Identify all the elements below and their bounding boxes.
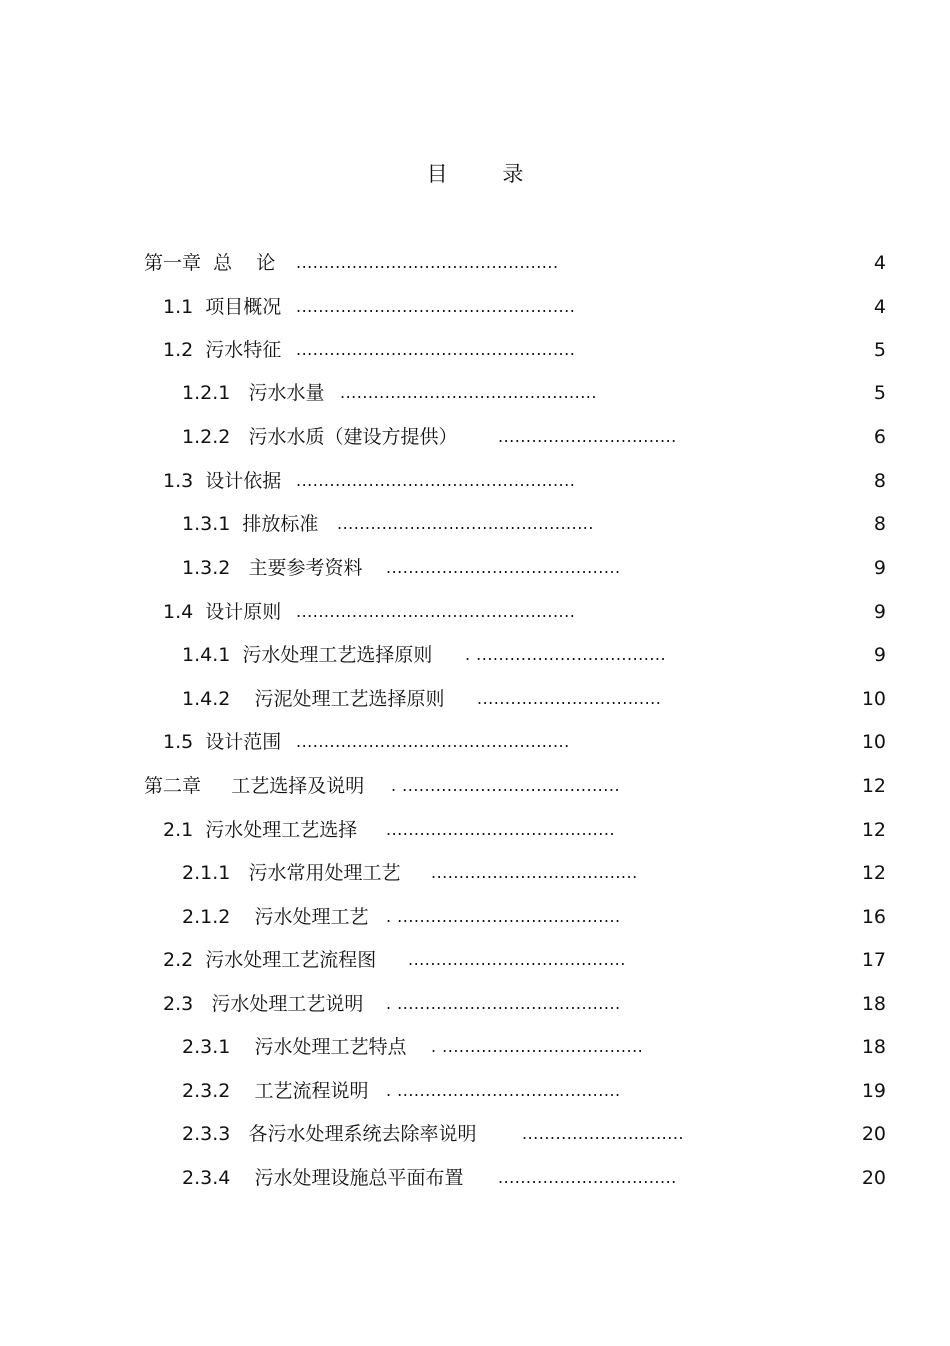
toc-entry-title: 1.3.2 主要参考资料	[182, 557, 363, 579]
toc-entry-page-number: 18	[861, 1036, 886, 1058]
toc-entry[interactable]	[163, 466, 886, 496]
toc-entry-leader: ................................	[498, 1168, 677, 1187]
toc-entry-title: 第一章 总 论	[144, 252, 276, 274]
toc-entry-page-number: 4	[873, 296, 886, 318]
toc-entry-leader: ..................................................	[296, 297, 576, 316]
toc-entry-title: 1.2 污水特征	[163, 339, 282, 361]
toc-entry-title: 2.3.2 工艺流程说明	[182, 1080, 369, 1102]
toc-entry-page-number: 16	[861, 906, 886, 928]
toc-entry-leader: . ........................................	[386, 994, 621, 1013]
toc-entry-title: 第二章 工艺选择及说明	[144, 775, 365, 797]
toc-entry-leader: . ........................................	[386, 907, 621, 926]
toc-entry-leader: ..........................................	[386, 558, 621, 577]
toc-entry-title: 2.3.3 各污水处理系统去除率说明	[182, 1123, 477, 1145]
toc-entry[interactable]	[182, 1032, 886, 1062]
toc-entry-leader: . ........................................	[386, 1081, 621, 1100]
toc-entry[interactable]	[182, 553, 886, 583]
toc-entry[interactable]	[163, 727, 886, 757]
toc-entry-page-number: 19	[861, 1080, 886, 1102]
toc-entry[interactable]	[182, 378, 886, 408]
toc-entry-page-number: 5	[873, 339, 886, 361]
toc-entry[interactable]	[182, 902, 886, 932]
toc-entry[interactable]	[182, 1076, 886, 1106]
toc-entry[interactable]	[163, 815, 886, 845]
toc-entry-leader: ................................	[498, 427, 677, 446]
toc-entry-page-number: 12	[861, 775, 886, 797]
toc-entry-leader: ..................................................	[296, 340, 576, 359]
toc-entry-page-number: 10	[861, 688, 886, 710]
toc-entry-title: 1.2.2 污水水质（建设方提供）	[182, 426, 458, 448]
toc-entry[interactable]	[163, 292, 886, 322]
toc-entry-title: 1.5 设计范围	[163, 731, 282, 753]
toc-entry[interactable]	[182, 640, 886, 670]
toc-entry-leader: .......................................	[408, 950, 626, 969]
toc-entry-page-number: 8	[873, 513, 886, 535]
toc-entry-leader: .............................	[522, 1124, 684, 1143]
toc-entry-page-number: 8	[873, 470, 886, 492]
toc-entry-title: 1.3.1 排放标准	[182, 513, 319, 535]
toc-entry-title: 2.3 污水处理工艺说明	[163, 993, 364, 1015]
toc-entry-title: 1.4.2 污泥处理工艺选择原则	[182, 688, 445, 710]
toc-entry-title: 1.2.1 污水水量	[182, 382, 325, 404]
toc-entry-leader: . ..................................	[465, 645, 667, 664]
toc-entry-leader: .........................................	[386, 820, 616, 839]
toc-entry-page-number: 20	[861, 1123, 886, 1145]
toc-entry-title: 2.2 污水处理工艺流程图	[163, 949, 377, 971]
toc-entry[interactable]	[144, 248, 886, 278]
toc-entry[interactable]	[182, 422, 886, 452]
toc-entry-page-number: 10	[861, 731, 886, 753]
toc-entry-title: 2.1.1 污水常用处理工艺	[182, 862, 401, 884]
toc-entry-page-number: 9	[873, 557, 886, 579]
toc-entry-leader: ..................................................	[296, 602, 576, 621]
toc-entry-title: 2.1 污水处理工艺选择	[163, 819, 358, 841]
toc-title: 目 录	[426, 162, 548, 186]
toc-entry-title: 1.3 设计依据	[163, 470, 282, 492]
toc-entry-page-number: 4	[873, 252, 886, 274]
toc-entry[interactable]	[182, 684, 886, 714]
toc-entry-title: 1.1 项目概况	[163, 296, 282, 318]
toc-entry-leader: .................................................	[296, 732, 570, 751]
toc-entry[interactable]	[163, 989, 886, 1019]
toc-entry[interactable]	[163, 945, 886, 975]
toc-entry[interactable]	[182, 1163, 886, 1193]
toc-entry-title: 2.3.4 污水处理设施总平面布置	[182, 1167, 464, 1189]
toc-entry-page-number: 12	[861, 862, 886, 884]
toc-entry-page-number: 9	[873, 644, 886, 666]
toc-entry-title: 1.4 设计原则	[163, 601, 282, 623]
toc-entry-page-number: 18	[861, 993, 886, 1015]
toc-entry[interactable]	[163, 335, 886, 365]
toc-entry[interactable]	[163, 597, 886, 627]
toc-entry-page-number: 6	[873, 426, 886, 448]
toc-entry-leader: ...............................................	[296, 253, 559, 272]
toc-entry-leader: ..................................................	[296, 471, 576, 490]
toc-entry-leader: ..............................................	[337, 514, 594, 533]
toc-entry[interactable]	[144, 771, 886, 801]
toc-entry-title: 2.3.1 污水处理工艺特点	[182, 1036, 407, 1058]
toc-entry-title: 1.4.1 污水处理工艺选择原则	[182, 644, 433, 666]
toc-entry-leader: . .......................................	[391, 776, 621, 795]
toc-entry-page-number: 17	[861, 949, 886, 971]
toc-entry-page-number: 12	[861, 819, 886, 841]
toc-entry-page-number: 9	[873, 601, 886, 623]
toc-entry-leader: .....................................	[431, 863, 638, 882]
toc-entry[interactable]	[182, 1119, 886, 1149]
toc-entry-title: 2.1.2 污水处理工艺	[182, 906, 369, 928]
toc-entry-leader: .................................	[477, 689, 662, 708]
toc-entry[interactable]	[182, 509, 886, 539]
toc-entry-leader: ..............................................	[340, 383, 597, 402]
toc-entry[interactable]	[182, 858, 886, 888]
toc-entry-page-number: 5	[873, 382, 886, 404]
toc-entry-leader: . ....................................	[431, 1037, 644, 1056]
toc-entry-page-number: 20	[861, 1167, 886, 1189]
